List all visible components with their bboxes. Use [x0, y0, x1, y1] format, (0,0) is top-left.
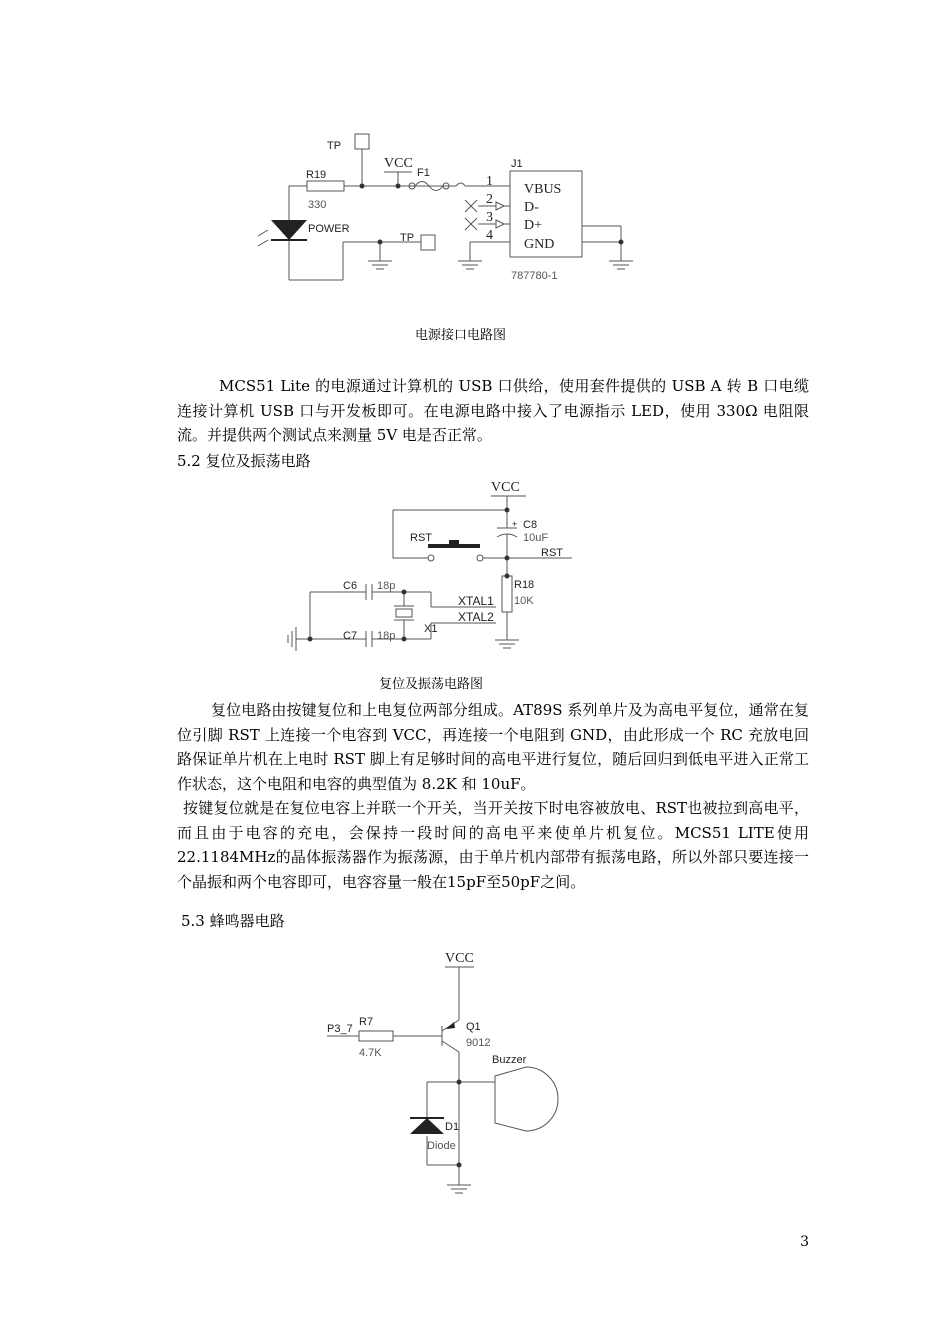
figure2-caption: 复位及振荡电路图: [379, 677, 484, 692]
label-tp-bottom: TP: [400, 232, 415, 244]
label-r7: R7: [359, 1016, 374, 1028]
label-c7-value: 18p: [377, 630, 396, 642]
label-vcc-2: VCC: [491, 480, 520, 495]
resistor-r7: [359, 1031, 393, 1041]
label-c8: C8: [523, 519, 538, 531]
label-d1: D1: [445, 1121, 460, 1133]
label-c7: C7: [343, 630, 358, 642]
label-dplus: D+: [524, 218, 543, 233]
label-power: POWER: [308, 223, 350, 235]
label-c6-value: 18p: [377, 580, 396, 592]
label-dminus: D-: [524, 200, 539, 215]
label-pin3: 3: [486, 210, 493, 225]
diode-d1: [410, 1118, 444, 1134]
buzzer: [495, 1067, 558, 1131]
paragraph-power: MCS51 Lite 的电源通过计算机的 USB 口供给，使用套件提供的 USB A 转 B 口电缆连接计算机 USB 口与开发板即可。在电源电路中接入了电源指示 LED，使用 330Ω 电阻限流。并提供两个测试点来测量 5V 电是否正常。: [177, 377, 809, 444]
label-diode: Diode: [427, 1140, 456, 1152]
label-r19: R19: [306, 169, 327, 181]
label-buzzer: Buzzer: [492, 1054, 527, 1066]
label-vcc: VCC: [384, 156, 413, 171]
figure1-caption: 电源接口电路图: [415, 328, 507, 343]
paragraph-button-reset: 按键复位就是在复位电容上并联一个开关，当开关按下时电容被放电、RST也被拉到高电平，而且由于电容的充电，会保持一段时间的高电平来使单片机复位。MCS51 LITE使用22.1184MHz的晶体振荡器作为振荡源，由于单片机内部带有振荡电路，所以外部只要连接一个晶振和两个电容即可，电容容量一般在15pF至50pF之间。: [177, 799, 809, 891]
page-number: 3: [800, 1234, 809, 1250]
label-r7-value: 4.7K: [359, 1047, 382, 1059]
paragraph-reset: 复位电路由按键复位和上电复位两部分组成。AT89S 系列单片及为高电平复位，通常在复位引脚 RST 上连接一个电容到 VCC，再连接一个电阻到 GND，由此形成一个 RC 充放电回路保证单片机在上电时 RST 脚上有足够时间的高电平进行复位，随后回归到低电平进入正常工作状态，这个电阻和电容的典型值为 8.2K 和 10uF。: [177, 701, 809, 793]
label-r19-value: 330: [308, 199, 327, 211]
label-c8-value: 10uF: [523, 532, 549, 544]
label-c6: C6: [343, 580, 358, 592]
heading-reset-oscillator: 5.2 复位及振荡电路: [177, 452, 311, 470]
heading-buzzer: 5.3 蜂鸣器电路: [181, 912, 285, 930]
label-r18-value: 10K: [514, 595, 534, 607]
label-part-number: 787780-1: [511, 270, 558, 282]
label-pin2: 2: [486, 192, 493, 207]
label-p3-7: P3_7: [327, 1023, 353, 1035]
label-r18: R18: [514, 579, 535, 591]
label-pin1: 1: [486, 174, 493, 189]
label-gnd: GND: [524, 237, 555, 252]
label-tp-top: TP: [327, 140, 342, 152]
label-vbus: VBUS: [524, 182, 562, 197]
label-xtal2: XTAL2: [458, 610, 494, 624]
label-rst-net: RST: [541, 547, 563, 559]
label-rst-button: RST: [410, 532, 432, 544]
label-xtal1: XTAL1: [458, 594, 494, 608]
label-f1: F1: [417, 167, 430, 179]
label-x1: X1: [424, 623, 438, 635]
label-q1: Q1: [466, 1021, 481, 1033]
label-q1-value: 9012: [466, 1037, 491, 1049]
label-pin4: 4: [486, 228, 493, 243]
label-plus: +: [512, 519, 518, 529]
label-j1: J1: [511, 158, 523, 170]
label-vcc-3: VCC: [445, 951, 474, 966]
